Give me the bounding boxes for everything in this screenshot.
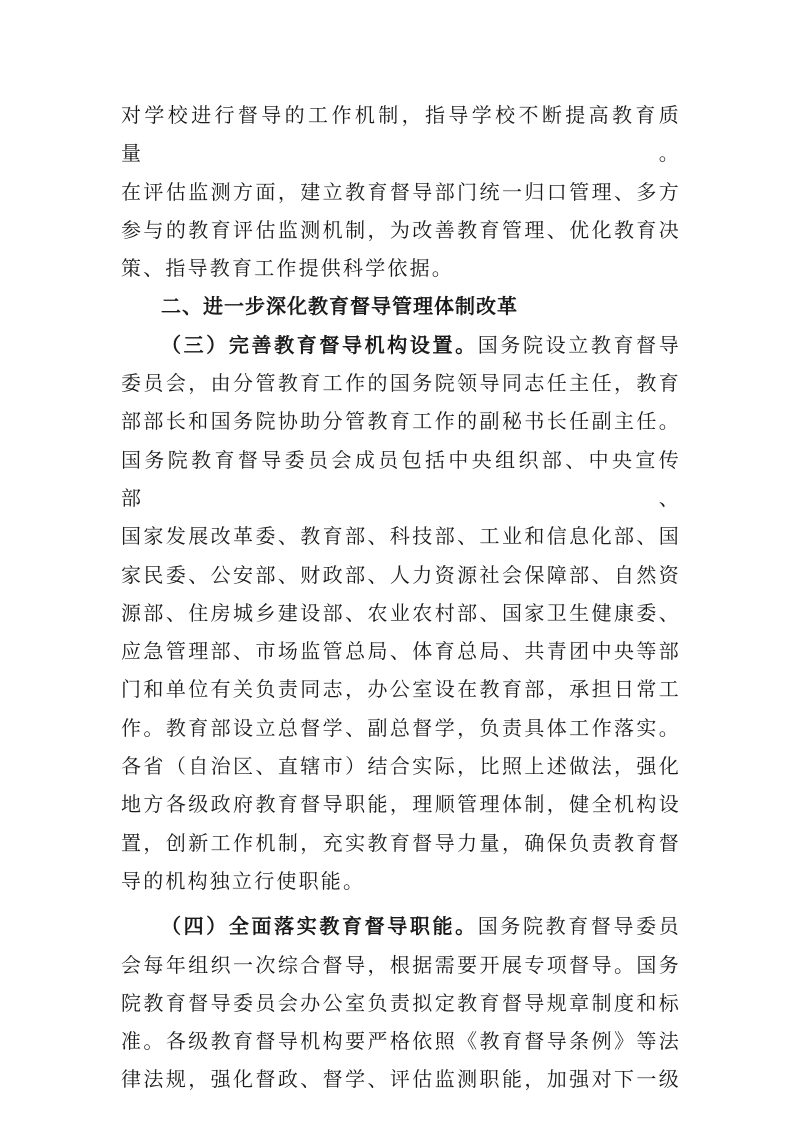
- text-run: 国务院设立教育督导: [477, 332, 681, 357]
- paragraph-1: [121, 96, 681, 287]
- text-line: [121, 326, 681, 364]
- paragraph-2: [121, 326, 681, 900]
- text-line: 门和单位有关负责同志，办公室设在教育部，承担日常工: [121, 677, 681, 702]
- text-line: 地方各级政府教育督导职能，理顺管理体制，健全机构设: [121, 792, 681, 817]
- text-line: 院教育督导委员会办公室负责拟定教育督导规章制度和标: [121, 990, 681, 1015]
- text-line: 准。各级教育督导机构要严格依照《教育督导条例》等法: [121, 1029, 681, 1054]
- text-line: 律法规，强化督政、督学、评估监测职能，加强对下一级: [121, 1067, 681, 1092]
- text-line: 策、指导教育工作提供科学依据。: [121, 256, 454, 281]
- subsection-title: （三）完善教育督导机构设置。: [161, 332, 478, 357]
- text-line: 各省（自治区、直辖市）结合实际，比照上述做法，强化: [121, 754, 681, 779]
- text-line: 置，创新工作机制，充实教育督导力量，确保负责教育督: [121, 830, 681, 855]
- subsection-title: （四）全面落实教育督导职能。: [161, 914, 478, 939]
- section-heading: 二、进一步深化教育督导管理体制改革: [161, 294, 518, 319]
- text-line: 部部长和国务院协助分管教育工作的副秘书长任副主任。: [121, 409, 681, 434]
- text-line: 源部、住房城乡建设部、农业农村部、国家卫生健康委、: [121, 600, 681, 625]
- text-line: 在评估监测方面，建立教育督导部门统一归口管理、多方: [121, 179, 681, 204]
- text-line: 国务院教育督导委员会成员包括中央组织部、中央宣传部、: [121, 447, 681, 510]
- text-line: 对学校进行督导的工作机制，指导学校不断提高教育质量。: [121, 103, 681, 166]
- text-run: 国务院教育督导委员: [477, 914, 681, 939]
- text-line: 作。教育部设立总督学、副总督学，负责具体工作落实。: [121, 715, 681, 740]
- text-line: 委员会，由分管教育工作的国务院领导同志任主任，教育: [121, 371, 681, 396]
- text-line: [121, 907, 681, 945]
- text-line: 应急管理部、市场监管总局、体育总局、共青团中央等部: [121, 639, 681, 664]
- text-line: 国家发展改革委、教育部、科技部、工业和信息化部、国: [121, 524, 681, 549]
- text-line: 参与的教育评估监测机制，为改善教育管理、优化教育决: [121, 217, 681, 242]
- paragraph-3: [121, 907, 681, 1098]
- text-line: 导的机构独立行使职能。: [121, 868, 366, 893]
- text-line: 家民委、公安部、财政部、人力资源社会保障部、自然资: [121, 562, 681, 587]
- paragraph-gap: [121, 900, 681, 907]
- text-line: 会每年组织一次综合督导，根据需要开展专项督导。国务: [121, 952, 681, 977]
